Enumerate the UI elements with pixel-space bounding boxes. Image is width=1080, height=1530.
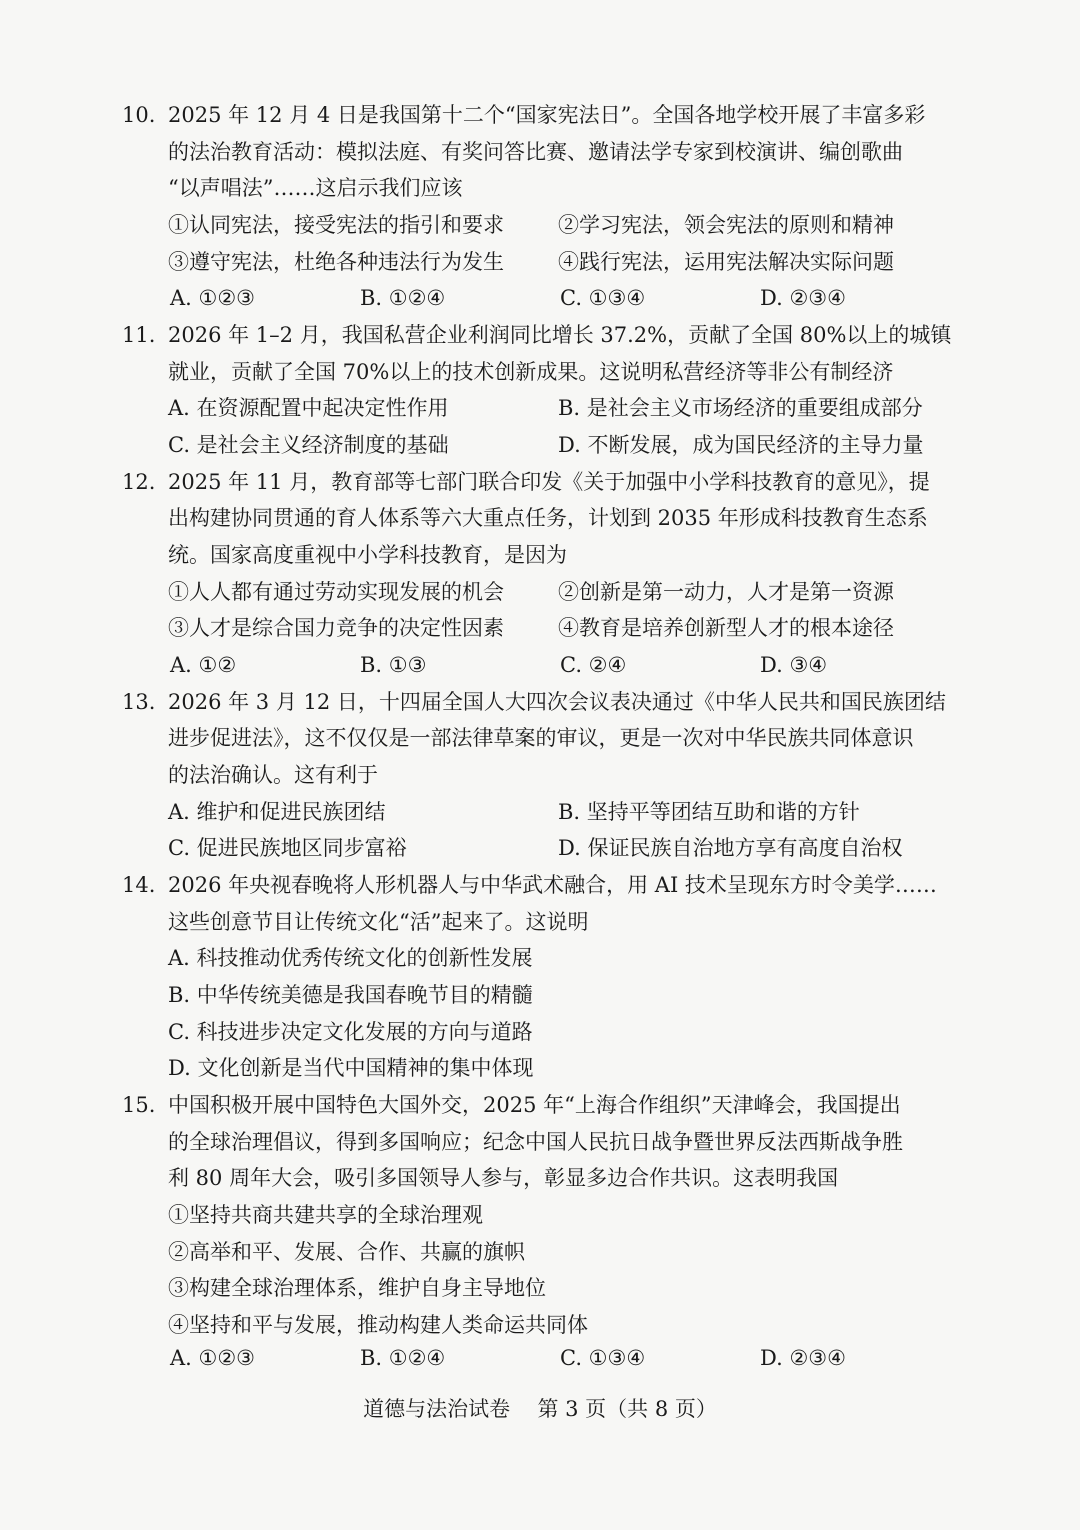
question-stem-line: 2026 年 3 月 12 日，十四届全国人大四次会议表决通过《中华人民共和国民族团结 [168,690,946,714]
question-stem-line: 2025 年 11 月，教育部等七部门联合印发《关于加强中小学科技教育的意见》，提 [168,470,930,494]
question-stem-line: 的法治确认。这有利于 [168,763,378,787]
statement-item: ②创新是第一动力，人才是第一资源 [558,580,894,604]
question-stem-line: 进步促进法》，这不仅仅是一部法律草案的审议，更是一次对中华民族共同体意识 [168,726,914,750]
answer-option-c: C. 是社会主义经济制度的基础 [168,433,449,457]
question-number: 15. [122,1093,156,1117]
statement-item: ③人才是综合国力竞争的决定性因素 [168,616,504,640]
statement-item: ②学习宪法，领会宪法的原则和精神 [558,213,894,237]
statement-item: ④教育是培养创新型人才的根本途径 [558,616,894,640]
question-stem-line: “以声唱法”……这启示我们应该 [168,176,463,200]
question-stem-line: 统。国家高度重视中小学科技教育，是因为 [168,543,567,567]
answer-option-d: D. ③④ [760,653,828,677]
question-stem-line: 2026 年 1–2 月，我国私营企业利润同比增长 37.2%，贡献了全国 80%以上的城镇 [168,323,952,347]
question-stem-line: 就业，贡献了全国 70%以上的技术创新成果。这说明私营经济等非公有制经济 [168,360,894,384]
question-stem-line: 2025 年 12 月 4 日是我国第十二个“国家宪法日”。全国各地学校开展了丰富多彩 [168,103,926,127]
question-stem-line: 出构建协同贯通的育人体系等六大重点任务，计划到 2035 年形成科技教育生态系 [168,506,928,530]
question-number: 11. [122,323,156,347]
exam-subject: 道德与法治试卷 [363,1397,511,1421]
statement-item: ③构建全球治理体系，维护自身主导地位 [168,1276,546,1300]
question-number: 10. [122,103,156,127]
question-stem-line: 这些创意节目让传统文化“活”起来了。这说明 [168,910,589,934]
question-stem-line: 中国积极开展中国特色大国外交，2025 年“上海合作组织”天津峰会，我国提出 [168,1093,901,1117]
statement-item: ①坚持共商共建共享的全球治理观 [168,1203,483,1227]
answer-option-a: A. ①②③ [170,286,255,310]
answer-option-a: A. 科技推动优秀传统文化的创新性发展 [168,946,533,970]
answer-option-a: A. 在资源配置中起决定性作用 [168,396,449,420]
question-number: 14. [122,873,156,897]
page-number: 第 3 页（共 8 页） [537,1397,717,1421]
answer-option-a: A. 维护和促进民族团结 [168,800,386,824]
statement-item: ②高举和平、发展、合作、共赢的旗帜 [168,1240,525,1264]
question-stem-line: 2026 年央视春晚将人形机器人与中华武术融合，用 AI 技术呈现东方时令美学…… [168,873,937,897]
answer-option-b: B. ①②④ [360,1346,446,1370]
statement-item: ①人人都有通过劳动实现发展的机会 [168,580,504,604]
answer-option-d: D. 文化创新是当代中国精神的集中体现 [168,1056,534,1080]
answer-option-a: A. ①② [170,653,237,677]
statement-item: ④坚持和平与发展，推动构建人类命运共同体 [168,1313,588,1337]
answer-option-b: B. ①②④ [360,286,446,310]
question-stem-line: 的全球治理倡议，得到多国响应；纪念中国人民抗日战争暨世界反法西斯战争胜 [168,1130,903,1154]
statement-item: ④践行宪法，运用宪法解决实际问题 [558,250,894,274]
question-number: 12. [122,470,156,494]
question-stem-line: 的法治教育活动：模拟法庭、有奖问答比赛、邀请法学专家到校演讲、编创歌曲 [168,140,903,164]
answer-option-c: C. ②④ [560,653,627,677]
statement-item: ③遵守宪法，杜绝各种违法行为发生 [168,250,504,274]
answer-option-d: D. 不断发展，成为国民经济的主导力量 [558,433,924,457]
answer-option-c: C. ①③④ [560,1346,646,1370]
answer-option-c: C. 科技进步决定文化发展的方向与道路 [168,1020,533,1044]
answer-option-d: D. 保证民族自治地方享有高度自治权 [558,836,903,860]
answer-option-d: D. ②③④ [760,286,846,310]
answer-option-b: B. ①③ [360,653,427,677]
answer-option-b: B. 坚持平等团结互助和谐的方针 [558,800,860,824]
answer-option-d: D. ②③④ [760,1346,846,1370]
page-footer [0,1394,1080,1424]
answer-option-a: A. ①②③ [170,1346,255,1370]
answer-option-c: C. 促进民族地区同步富裕 [168,836,407,860]
question-number: 13. [122,690,156,714]
question-stem-line: 利 80 周年大会，吸引多国领导人参与，彰显多边合作共识。这表明我国 [168,1166,839,1190]
answer-option-c: C. ①③④ [560,286,646,310]
answer-option-b: B. 中华传统美德是我国春晚节目的精髓 [168,983,533,1007]
statement-item: ①认同宪法，接受宪法的指引和要求 [168,213,504,237]
answer-option-b: B. 是社会主义市场经济的重要组成部分 [558,396,923,420]
